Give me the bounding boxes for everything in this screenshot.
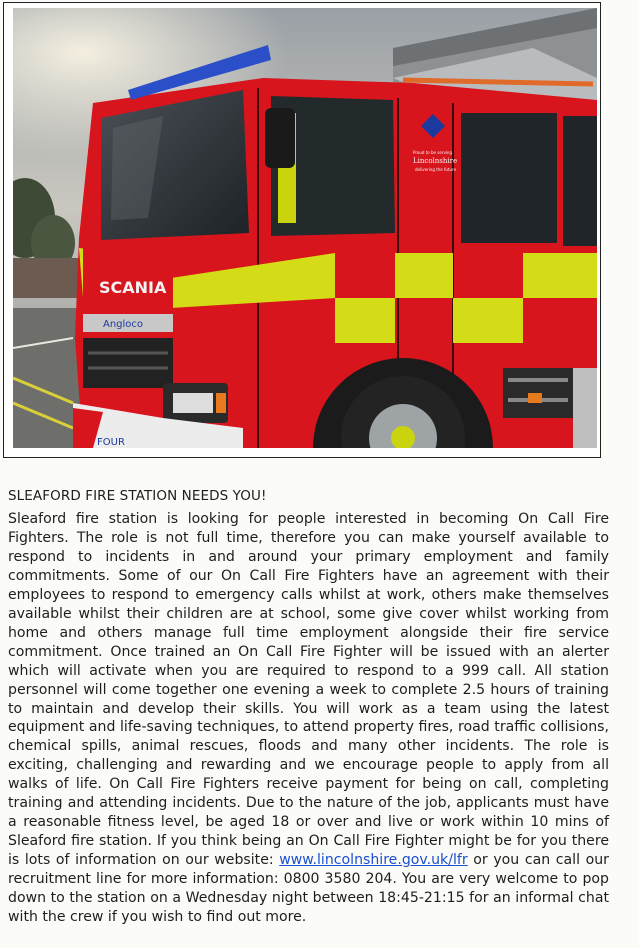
article-heading: SLEAFORD FIRE STATION NEEDS YOU! <box>8 488 267 504</box>
angloco-plate: Angloco <box>103 319 144 330</box>
door-badge-line-1: Proud to be serving <box>413 150 452 155</box>
fire-engine-illustration <box>13 8 597 448</box>
door-badge-line-3: delivering the future <box>415 167 457 172</box>
article-body-part-2: or you can call our recruitment line for more information: 0800 3580 204. You are very welcome to pop down to the station on a Wednesday night between 18:45-21:15 for an informal chat with the crew if you wish to find out more. <box>8 852 609 926</box>
article-body-part-1: Sleaford fire station is looking for people interested in becoming On Call Fire Fighters. The role is not full time, therefore you can make yourself available to respond to incidents in and around your primary employment and family commitments. Some of our On Call Fire Fighters have an agreement with their employees to respond to emergency calls whilst at work, others make themselves available whilst their children are at school, some give cover whilst working from home and others manage full time employment alongside their fire service commitment. Once trained an On Call Fire Fighter will be issued with an alerter which will activate when you are required to respond to a 999 call. All station personnel will come together one evening a week to complete 2.5 hours of training to maintain and develop their skills. You will work as a team using the latest equipment and life-saving techniques, to attend property fires, road traffic collisions, chemical spills, animal rescues, floods and many other incidents. The role is exciting, challenging and rewarding and we encourage people to apply from all walks of life. On Call Fire Fighters receive payment for being on call, completing training and attending incidents. Due to the nature of the job, applicants must have a reasonable fitness level, be aged 18 or over and live or work within 10 mins of Sleaford fire station. If you think being an On Call Fire Fighter might be for you there is lots of information on our website: <box>8 511 609 869</box>
website-link[interactable]: www.lincolnshire.gov.uk/lfr <box>279 852 468 869</box>
photo-frame <box>3 2 601 458</box>
fire-engine-photo <box>13 8 597 448</box>
scania-logo-text: SCANIA <box>99 278 167 297</box>
bumper-text: FOUR <box>97 437 125 448</box>
article-body <box>8 510 609 927</box>
door-badge-line-2: Lincolnshire <box>413 157 458 165</box>
